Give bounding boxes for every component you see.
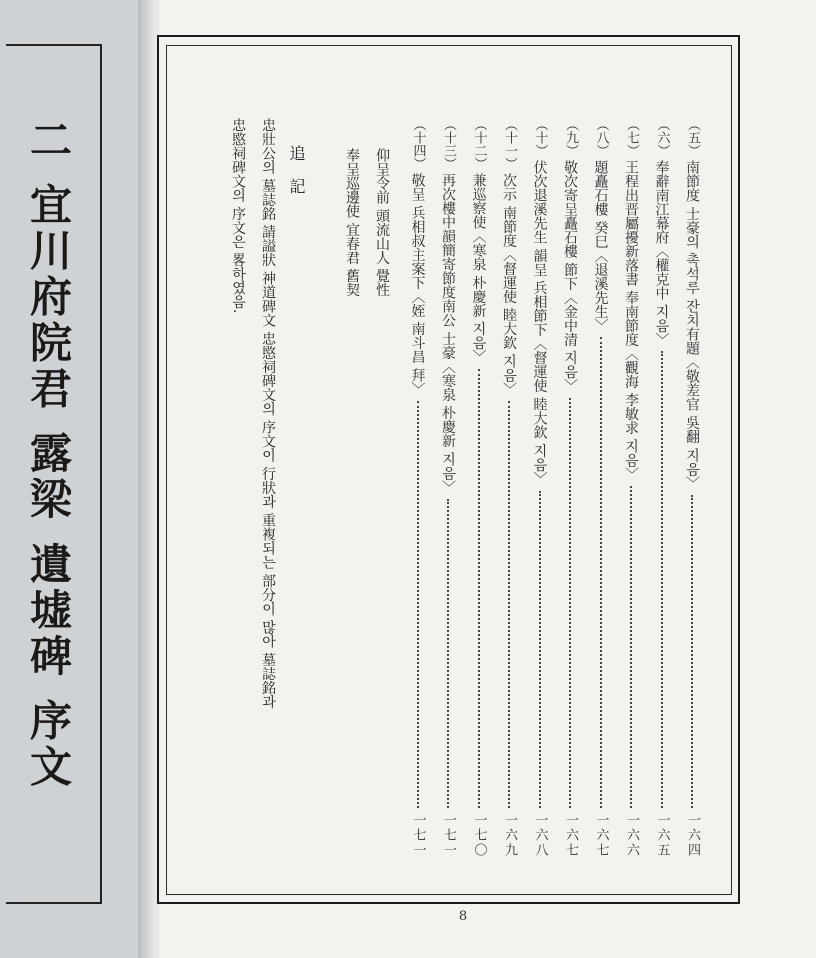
left-page-title: 二 宜川府院君 露梁 遺墟碑 序文 [24,118,73,791]
toc-entry-title: 次示 南節度〈督運使 睦大欽 지음〉 [501,173,517,397]
toc-leader-dots [600,337,602,808]
toc-leader-dots [508,401,510,808]
signature-line-1: 仰呈令前 頭流山人 覺性 [374,148,390,297]
toc-entry-page: 一六八 [532,813,548,858]
signature-line-2: 奉呈巡邊使 宜春君 舊契 [344,148,360,297]
toc-entry-title: 伏次退溪先生 韻呈 兵相節下〈督運使 睦大欽 지음〉 [531,160,548,486]
postscript-body-line-2: 忠愍祠碑文의 序文은 畧하였음. [230,118,246,314]
toc-leader-dots [539,491,541,808]
toc-entry-page: 一六七 [593,813,609,858]
toc-entry-page: 一六五 [654,813,670,858]
left-page [0,0,150,958]
toc-entry-number: （十四） [410,118,426,170]
toc-entry-number: （十二） [471,118,487,170]
toc-entry-number: （八） [593,118,609,157]
toc-entry-page: 一七一 [441,813,456,858]
toc-entry-number: （十一） [502,118,517,170]
postscript-body-line-1: 忠壯公의 墓誌銘 請謚狀 神道碑文 忠愍祠碑文의 序文이 行狀과 重複되는 部分이 많아 墓誌銘과 [260,118,276,709]
page-number: 8 [458,909,468,924]
toc-entry-page: 一六七 [563,813,578,858]
toc-leader-dots [417,401,419,808]
toc-entry [407,118,429,858]
toc-entry [590,118,612,858]
toc-entry-title: 王程出晋屬擾新落書 奉南節度〈觀海 李敏求 지음〉 [623,160,639,482]
toc-leader-dots [630,486,632,808]
toc-entry-title: 南節度 士豪의 촉석루 잔치有題〈敬差官 吳翻 지음〉 [684,160,700,491]
toc-entry [681,118,703,858]
toc-entry [437,118,459,858]
toc-entry-number: （五） [685,118,700,157]
toc-entry-title: 再次樓中韻簡寄節度南公 士豪〈寒泉 朴慶新 지음〉 [440,173,456,495]
toc-entry [529,118,551,858]
toc-leader-dots [691,495,693,808]
toc-entry-title: 奉辭南江幕府〈權克中 지음〉 [653,160,670,347]
toc-entry-title: 兼巡察使〈寒泉 朴慶新 지음〉 [470,173,487,364]
toc-leader-dots [447,499,449,808]
toc-entry-page: 一七一 [410,813,426,858]
toc-entry-number: （六） [654,118,670,157]
toc-entry [468,118,490,858]
toc-entry-title: 題矗石樓 癸巳〈退溪先生〉 [592,160,609,333]
toc-entry-page: 一六六 [624,813,639,858]
toc-leader-dots [569,398,571,808]
toc-entry-number: （十） [532,118,548,157]
toc-entry-number: （九） [563,118,578,157]
toc-entry-title: 敬呈 兵相叔主案下〈姪 南斗昌 拜〉 [409,173,426,397]
toc-entry [559,118,581,858]
postscript-heading: 追 記 [287,145,306,201]
toc-entry [498,118,520,858]
toc-entry-page: 一七〇 [471,813,487,858]
toc-leader-dots [661,351,663,808]
toc-entry [620,118,642,858]
toc-entry-page: 一六九 [502,813,517,858]
toc-entry-number: （十三） [441,118,456,170]
toc-entry-title: 敬次寄呈矗石樓 節下〈金中清 지음〉 [562,160,578,393]
toc-entry-number: （七） [624,118,639,157]
toc-entry-page: 一六四 [685,813,700,858]
toc-entry [651,118,673,858]
toc-leader-dots [478,369,480,808]
